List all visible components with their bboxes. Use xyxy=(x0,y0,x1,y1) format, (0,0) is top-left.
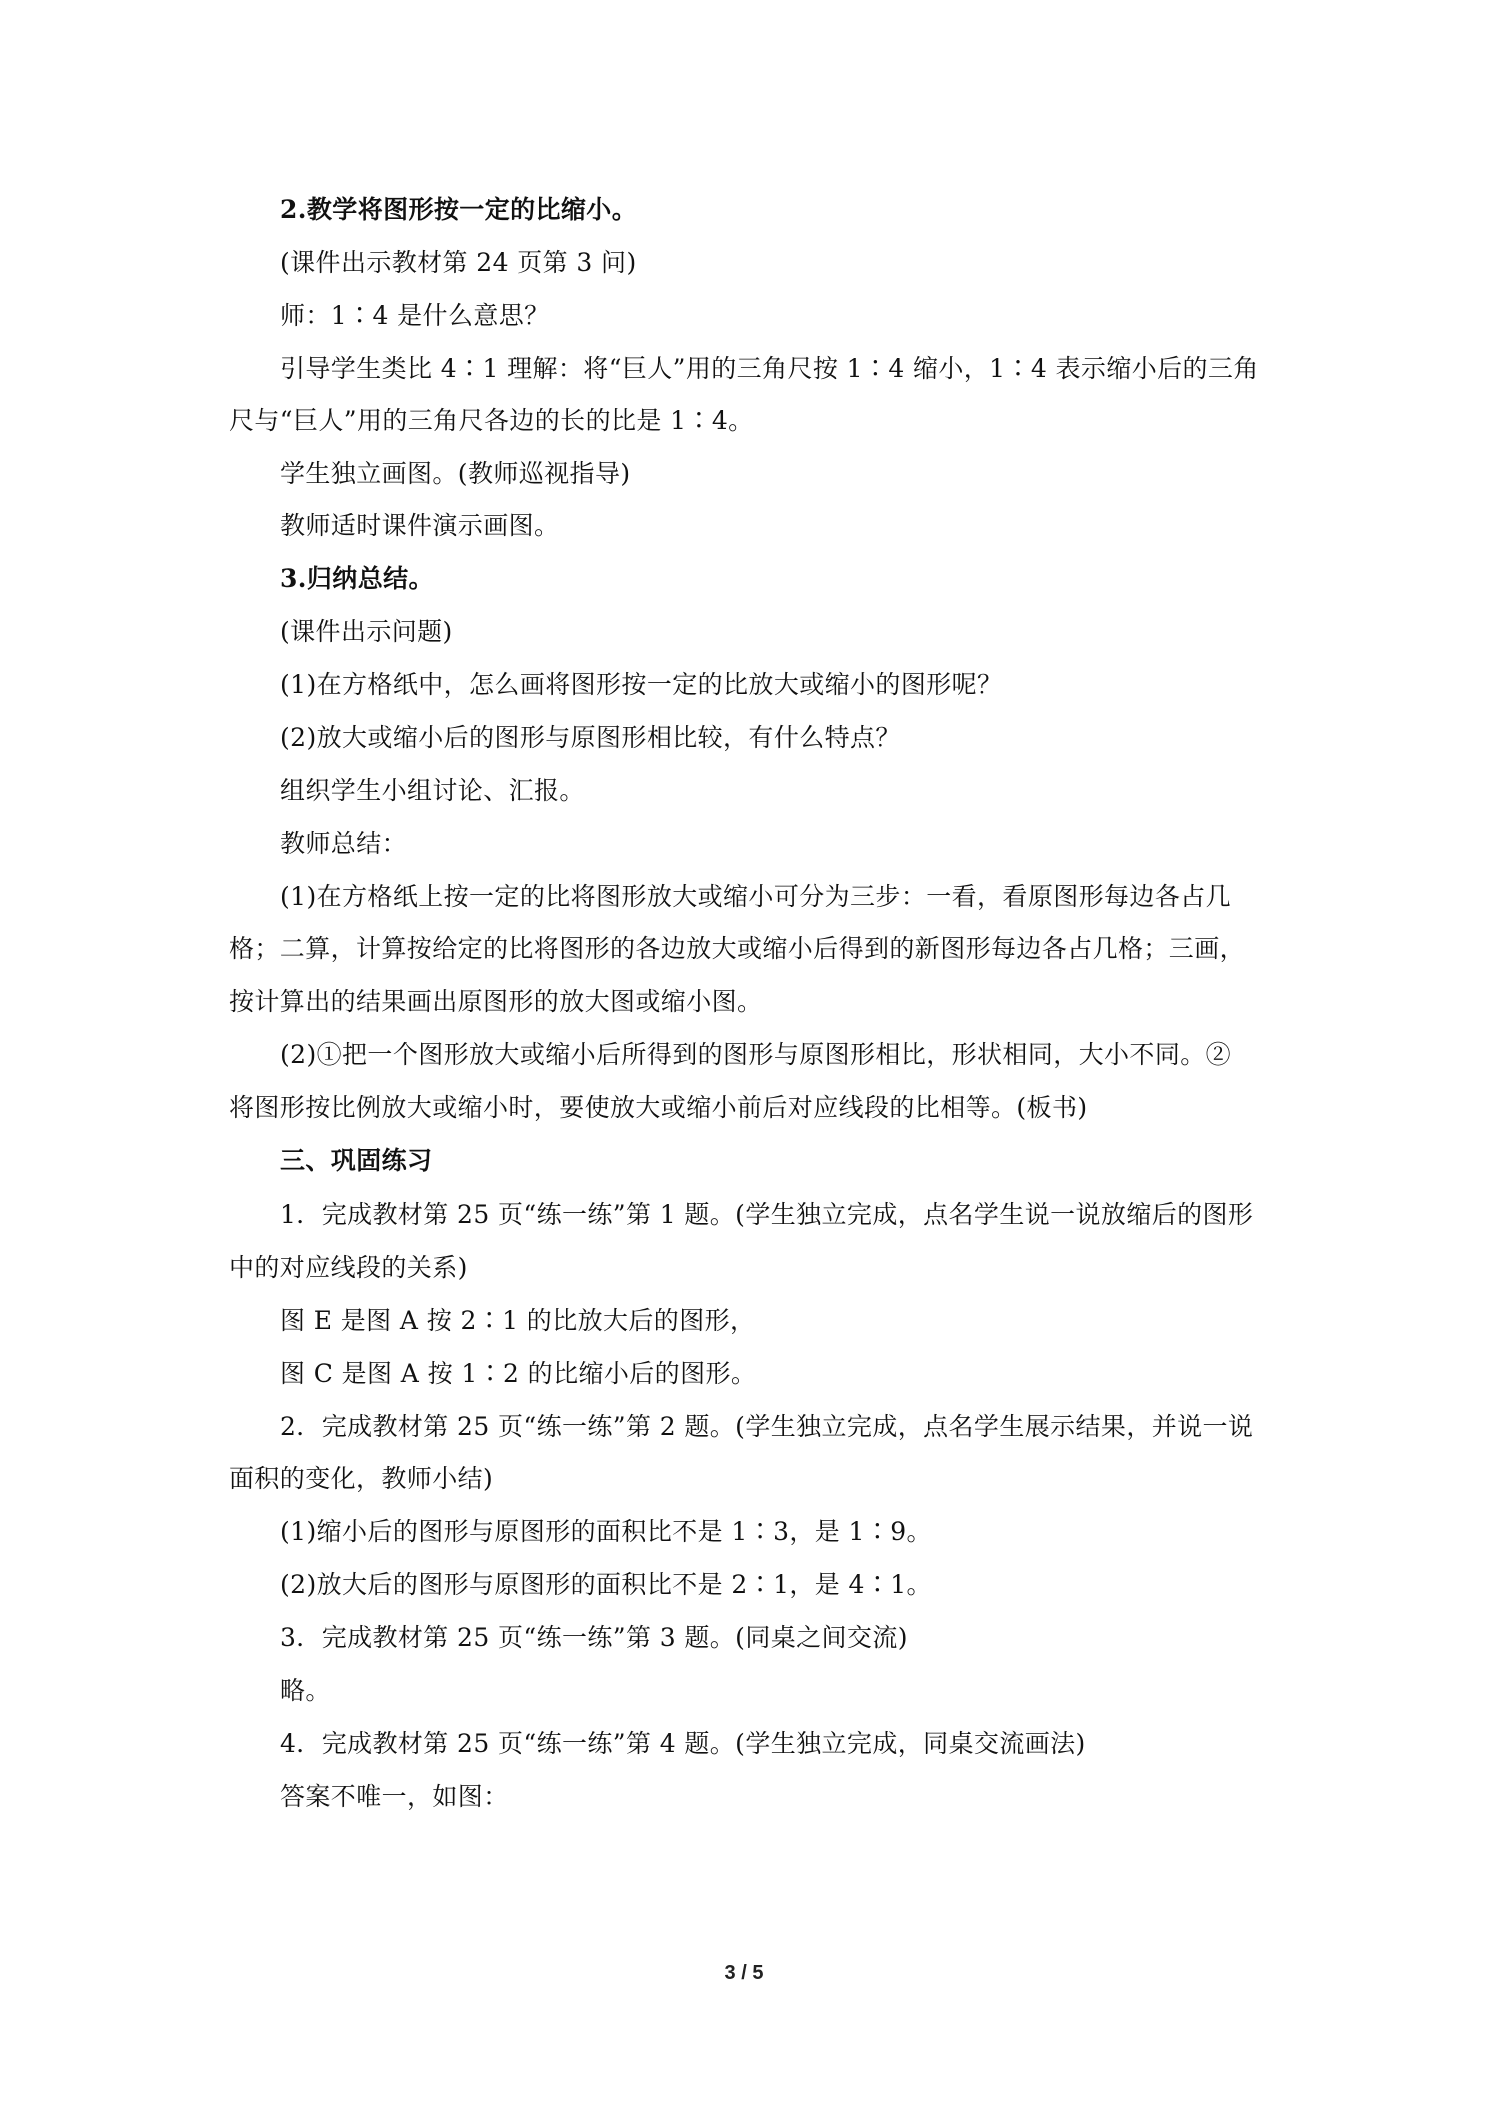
paragraph-line: 3．完成教材第 25 页“练一练”第 3 题。(同桌之间交流) xyxy=(280,1623,908,1652)
paragraph-line: 教师总结： xyxy=(280,829,408,858)
paragraph-line: (2)放大后的图形与原图形的面积比不是 2∶1，是 4∶1。 xyxy=(280,1570,932,1599)
paragraph-line: 1．完成教材第 25 页“练一练”第 1 题。(学生独立完成，点名学生说一说放缩后的图形 xyxy=(280,1200,1254,1229)
paragraph-line: 图 E 是图 A 按 2∶1 的比放大后的图形， xyxy=(280,1306,756,1335)
paragraph-line: (课件出示问题) xyxy=(280,617,453,646)
paragraph-line: 格；二算，计算按给定的比将图形的各边放大或缩小后得到的新图形每边各占几格；三画， xyxy=(229,934,1246,963)
paragraph-line: 中的对应线段的关系) xyxy=(229,1253,468,1282)
paragraph-line: 学生独立画图。(教师巡视指导) xyxy=(280,459,631,488)
paragraph-line: (2)放大或缩小后的图形与原图形相比较，有什么特点？ xyxy=(280,723,901,752)
page-number: 3 / 5 xyxy=(724,1962,764,1984)
paragraph-line: 教师适时课件演示画图。 xyxy=(280,511,560,540)
section-heading-practice: 三、巩固练习 xyxy=(280,1146,433,1175)
paragraph-line: 略。 xyxy=(280,1676,331,1705)
paragraph-line: 师：1∶4 是什么意思？ xyxy=(280,301,550,330)
paragraph-line: 4．完成教材第 25 页“练一练”第 4 题。(学生独立完成，同桌交流画法) xyxy=(280,1729,1086,1758)
paragraph-line: 图 C 是图 A 按 1∶2 的比缩小后的图形。 xyxy=(280,1359,757,1388)
paragraph-line: 引导学生类比 4∶1 理解：将“巨人”用的三角尺按 1∶4 缩小，1∶4 表示缩小后的三角 xyxy=(280,354,1259,383)
paragraph-line: 组织学生小组讨论、汇报。 xyxy=(280,776,585,805)
paragraph-line: 按计算出的结果画出原图形的放大图或缩小图。 xyxy=(229,987,763,1016)
paragraph-line: 答案不唯一，如图： xyxy=(280,1782,509,1811)
paragraph-line: 将图形按比例放大或缩小时，要使放大或缩小前后对应线段的比相等。(板书) xyxy=(229,1093,1088,1122)
paragraph-line: 面积的变化，教师小结) xyxy=(229,1464,494,1493)
section-heading-shrink: 2.教学将图形按一定的比缩小。 xyxy=(280,195,638,224)
paragraph-line: (1)在方格纸中，怎么画将图形按一定的比放大或缩小的图形呢？ xyxy=(280,670,1003,699)
paragraph-line: (1)在方格纸上按一定的比将图形放大或缩小可分为三步：一看，看原图形每边各占几 xyxy=(280,882,1232,911)
paragraph-line: (1)缩小后的图形与原图形的面积比不是 1∶3，是 1∶9。 xyxy=(280,1517,932,1546)
section-heading-summary: 3.归纳总结。 xyxy=(280,564,434,593)
paragraph-line: 2．完成教材第 25 页“练一练”第 2 题。(学生独立完成，点名学生展示结果，并说一说 xyxy=(280,1412,1254,1441)
paragraph-line: 尺与“巨人”用的三角尺各边的长的比是 1∶4。 xyxy=(229,406,754,435)
paragraph-line: (2)①把一个图形放大或缩小后所得到的图形与原图形相比，形状相同，大小不同。② xyxy=(280,1040,1232,1069)
paragraph-line: (课件出示教材第 24 页第 3 问) xyxy=(280,248,637,277)
